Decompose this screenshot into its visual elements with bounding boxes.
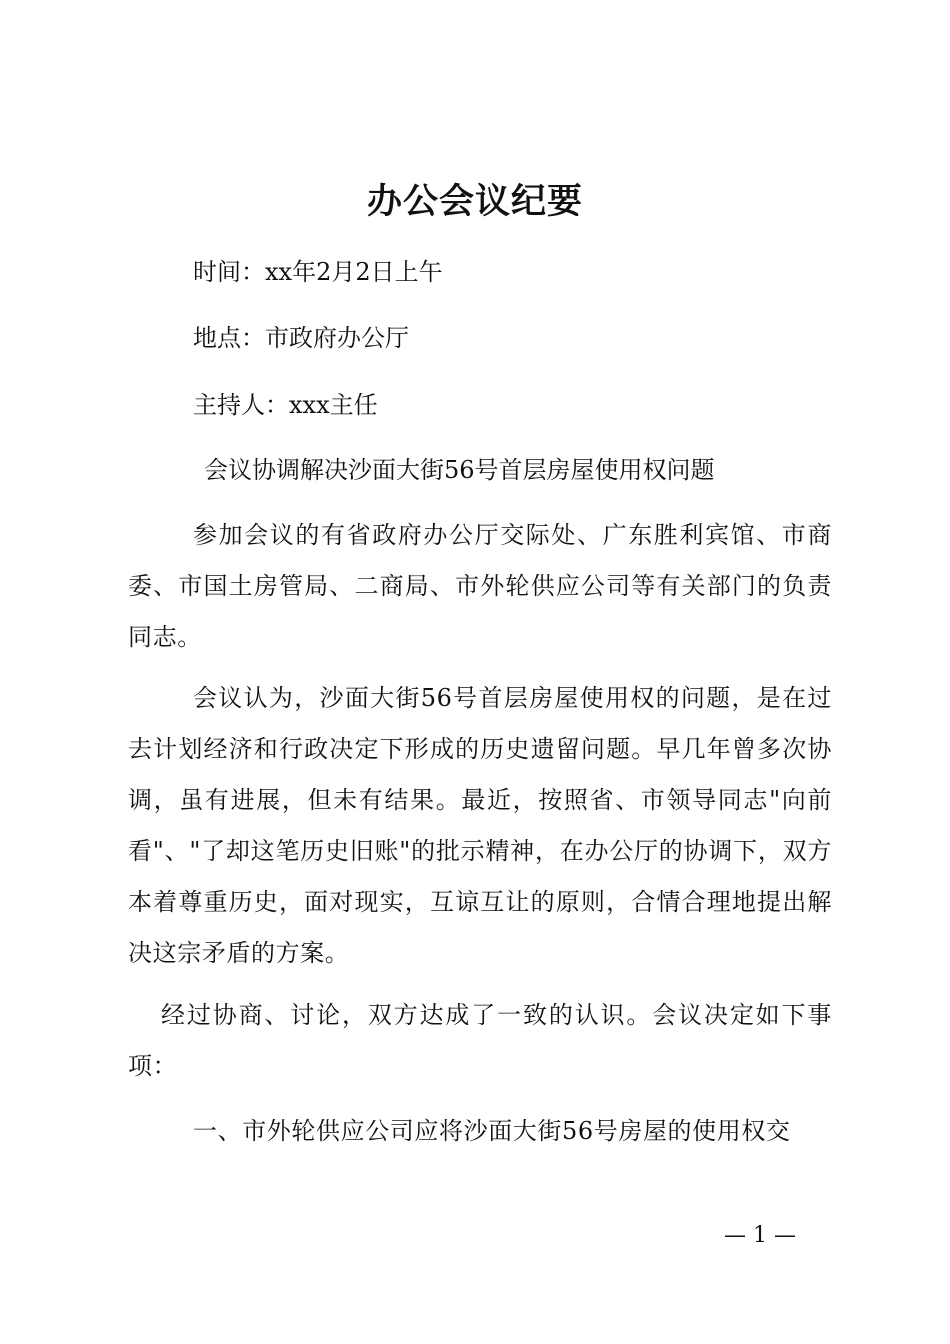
document-title: 办公会议纪要: [366, 181, 583, 222]
page-number: — 1 —: [724, 1223, 796, 1248]
meeting-time: 时间：xx年2月2日上午: [193, 258, 443, 286]
paragraph-decision-intro: 经过协商、讨论，双方达成了一致的认识。会议决定如下事项：: [128, 1001, 832, 1080]
paragraph-item-one: 一、市外轮供应公司应将沙面大街56号房屋的使用权交: [193, 1117, 791, 1145]
meeting-host: 主持人：xxx主任: [193, 391, 378, 419]
meeting-subject: 会议协调解决沙面大街56号首层房屋使用权问题: [204, 456, 715, 484]
paragraph-participants: 参加会议的有省政府办公厅交际处、广东胜利宾馆、市商委、市国土房管局、二商局、市外轮供应公司等有关部门的负责同志。: [128, 521, 832, 651]
meeting-place: 地点：市政府办公厅: [193, 324, 409, 352]
paragraph-background: 会议认为，沙面大街56号首层房屋使用权的问题，是在过去计划经济和行政决定下形成的历史遗留问题。早几年曾多次协调，虽有进展，但未有结果。最近，按照省、市领导同志"向前看"、"了却这笔历史旧账"的批示精神，在办公厅的协调下，双方本着尊重历史，面对现实，互谅互让的原则，合情合理地提出解决这宗矛盾的方案。: [128, 684, 832, 967]
